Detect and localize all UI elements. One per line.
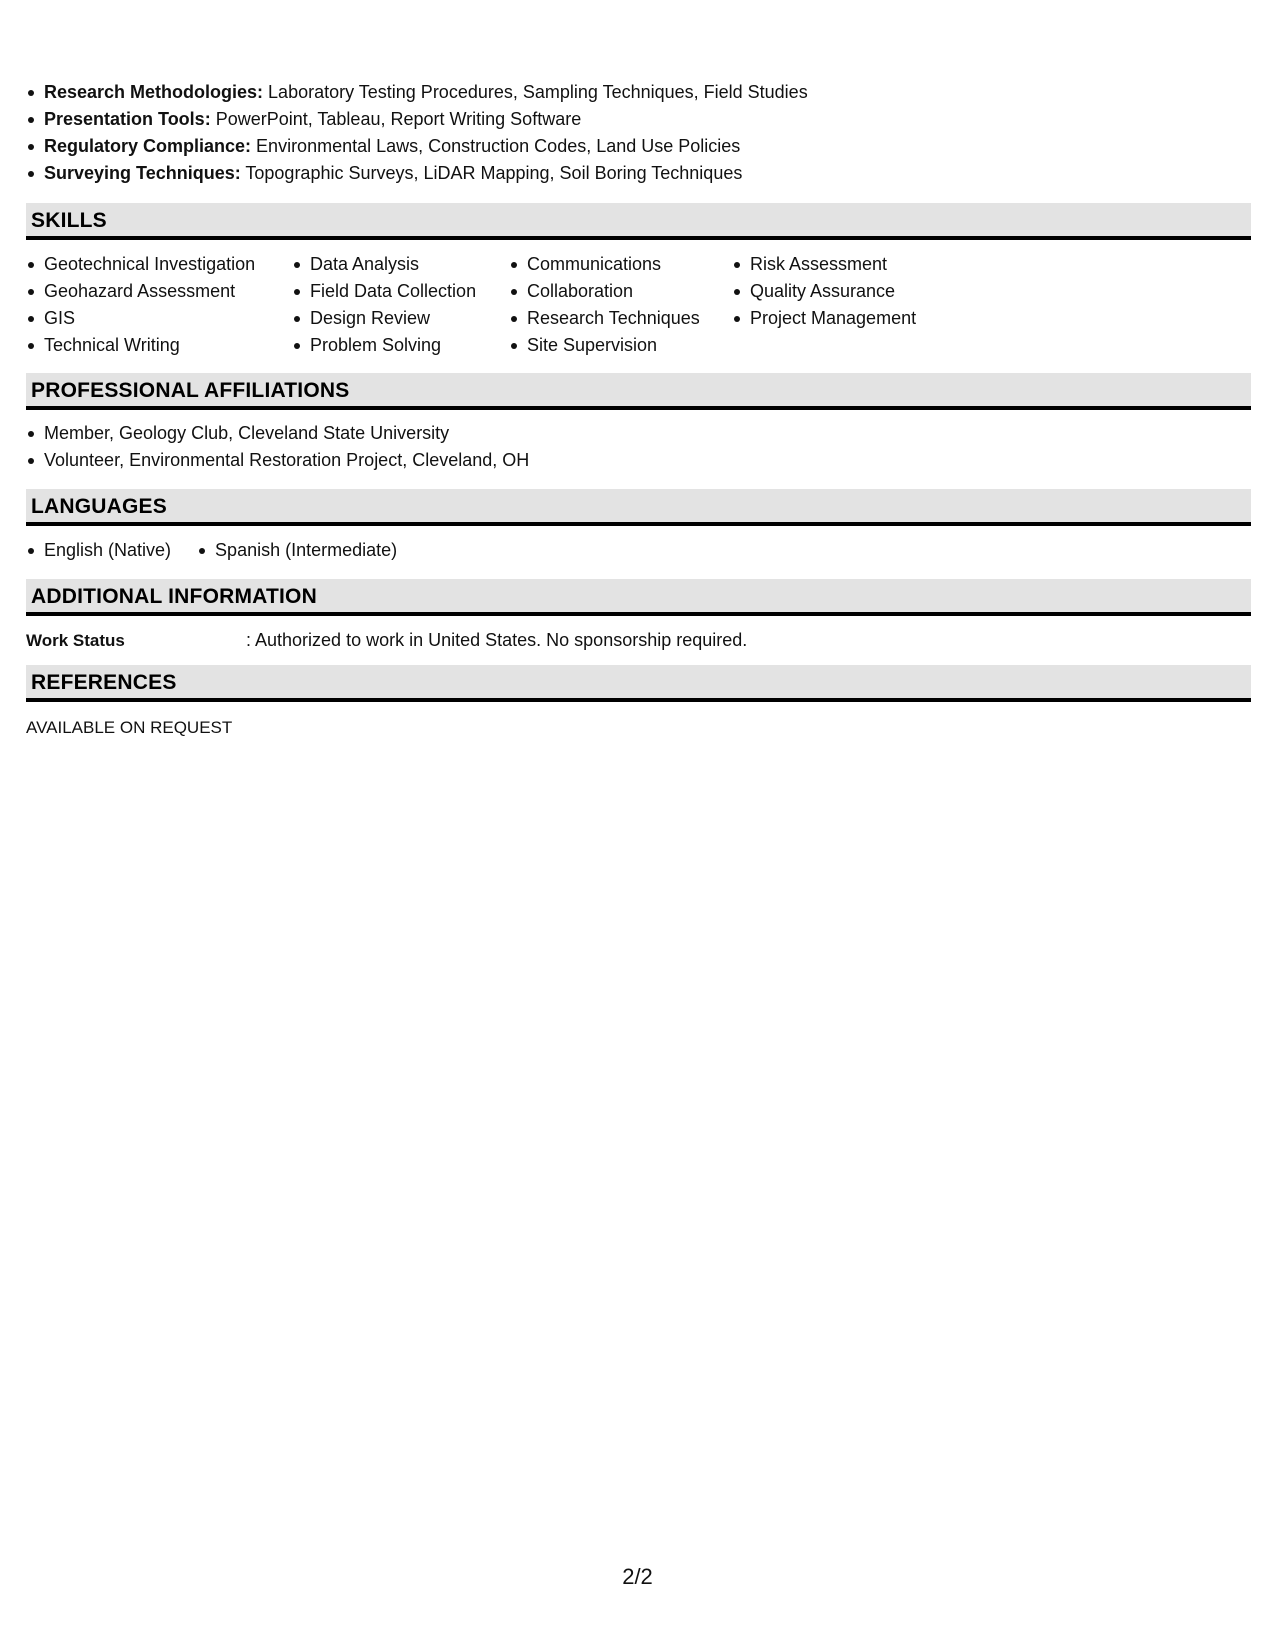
skill-item: Communications [509, 251, 700, 278]
tools-item: Research Methodologies: Laboratory Testing Procedures, Sampling Techniques, Field Studies [26, 79, 808, 106]
skills-column-4 [732, 251, 916, 332]
affiliation-item: Volunteer, Environmental Restoration Project, Cleveland, OH [26, 447, 529, 474]
languages-list [26, 537, 423, 564]
skill-item: Problem Solving [292, 332, 476, 359]
skills-column-3 [509, 251, 700, 359]
skill-item: Geohazard Assessment [26, 278, 255, 305]
skill-item: Project Management [732, 305, 916, 332]
skill-item: Site Supervision [509, 332, 700, 359]
affiliations-list [26, 420, 529, 474]
tools-item: Presentation Tools: PowerPoint, Tableau, Report Writing Software [26, 106, 808, 133]
references-text: AVAILABLE ON REQUEST [26, 718, 233, 737]
skill-item: Quality Assurance [732, 278, 916, 305]
skills-title: SKILLS [31, 209, 107, 232]
references-header [26, 665, 1251, 702]
work-status-value: : Authorized to work in United States. No sponsorship required. [246, 630, 748, 650]
skill-item: Field Data Collection [292, 278, 476, 305]
skill-item: Technical Writing [26, 332, 255, 359]
skill-item: GIS [26, 305, 255, 332]
skill-item: Collaboration [509, 278, 700, 305]
references-title: REFERENCES [31, 671, 177, 694]
skill-item: Data Analysis [292, 251, 476, 278]
affiliations-title: PROFESSIONAL AFFILIATIONS [31, 379, 350, 402]
tools-item: Surveying Techniques: Topographic Surveys, LiDAR Mapping, Soil Boring Techniques [26, 160, 808, 187]
languages-header [26, 489, 1251, 526]
additional-header [26, 579, 1251, 616]
skills-column-2 [292, 251, 476, 359]
affiliations-header [26, 373, 1251, 410]
languages-title: LANGUAGES [31, 495, 167, 518]
page-number: 2/2 [622, 1564, 653, 1589]
language-item: English (Native) [26, 537, 171, 564]
skill-item: Risk Assessment [732, 251, 916, 278]
tools-list [26, 79, 808, 187]
skill-item: Research Techniques [509, 305, 700, 332]
skills-header [26, 203, 1251, 240]
work-status-label: Work Status [26, 631, 125, 650]
language-item: Spanish (Intermediate) [197, 537, 397, 564]
skill-item: Geotechnical Investigation [26, 251, 255, 278]
affiliation-item: Member, Geology Club, Cleveland State University [26, 420, 529, 447]
tools-item: Regulatory Compliance: Environmental Laws, Construction Codes, Land Use Policies [26, 133, 808, 160]
skill-item: Design Review [292, 305, 476, 332]
skills-column-1 [26, 251, 255, 359]
additional-title: ADDITIONAL INFORMATION [31, 585, 317, 608]
